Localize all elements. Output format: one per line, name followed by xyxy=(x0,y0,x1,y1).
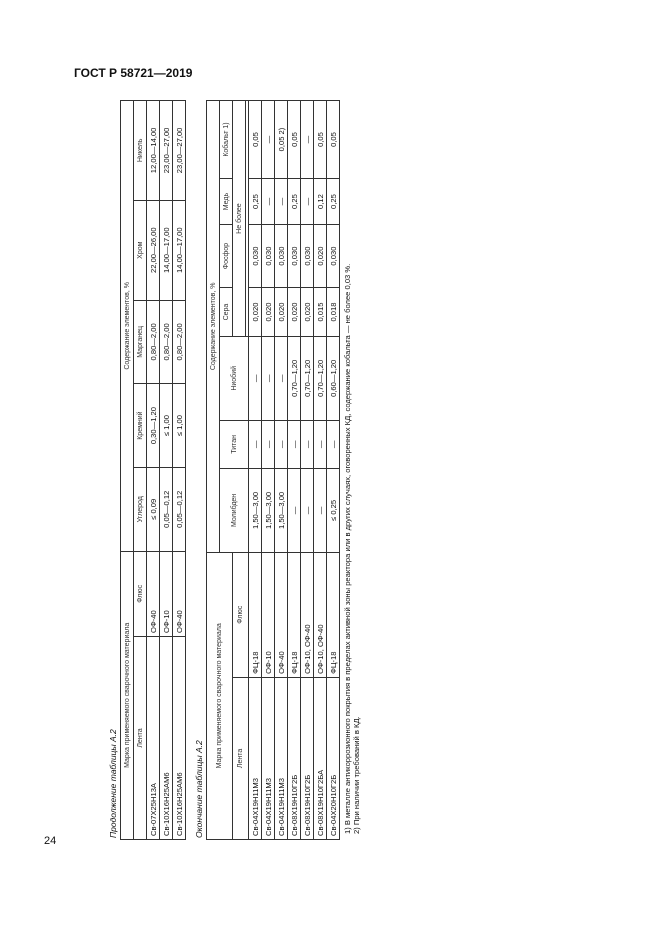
col-molybdenum: Молибден xyxy=(220,469,249,552)
table-row xyxy=(288,101,301,840)
cell: — xyxy=(275,337,288,420)
cell: 1,50—3,00 xyxy=(262,469,275,552)
cell: 0,030 xyxy=(249,225,262,288)
table1-group-content: Содержание элементов, % xyxy=(121,101,134,552)
cell: — xyxy=(301,179,314,225)
cell: Св-08Х19Н10Г2Б xyxy=(288,677,301,839)
cell: 23,00—27,00 xyxy=(160,101,173,201)
table2-group-mark: Марка применяемого сварочного материала xyxy=(207,552,233,839)
cell: 14,00—17,00 xyxy=(160,200,173,300)
cell: ≤ 0,25 xyxy=(327,469,340,552)
standard-header: ГОСТ Р 58721—2019 xyxy=(74,66,193,80)
not-more-label: Не более xyxy=(233,101,246,337)
cell: 0,018 xyxy=(327,287,340,336)
cell: — xyxy=(301,101,314,179)
cell: Св-08Х19Н10Г2БА xyxy=(314,677,327,839)
cell: 0,70—1,20 xyxy=(301,337,314,420)
cell: 23,00—27,00 xyxy=(173,101,186,201)
cell: 0,80—2,00 xyxy=(160,300,173,384)
table2-caption: Окончание таблицы А.2 xyxy=(194,740,204,838)
table1-group-mark: Марка применяемого сварочного материала xyxy=(121,551,134,839)
col-titanium: Титан xyxy=(220,420,249,469)
cell: 0,015 xyxy=(314,287,327,336)
cell: 0,05 2) xyxy=(275,101,288,179)
table-row xyxy=(275,101,288,840)
cell: 0,12 xyxy=(314,179,327,225)
cell: — xyxy=(314,420,327,469)
cell: 0,25 xyxy=(249,179,262,225)
cell: — xyxy=(288,420,301,469)
cell: 14,00—17,00 xyxy=(173,200,186,300)
col-sulfur: Сера xyxy=(220,287,233,336)
cell: — xyxy=(262,179,275,225)
cell: — xyxy=(288,469,301,552)
cell: — xyxy=(262,420,275,469)
table-row xyxy=(249,101,262,840)
col-chromium: Хром xyxy=(134,200,147,300)
cell: ОФ-40 xyxy=(147,551,160,636)
footnotes xyxy=(343,100,362,840)
cell: 0,70—1,20 xyxy=(288,337,301,420)
cell: 0,020 xyxy=(262,287,275,336)
cell: 22,00—26,00 xyxy=(147,200,160,300)
table2-group-content: Содержание элементов, % xyxy=(207,101,220,553)
table-row xyxy=(314,101,327,840)
table-row xyxy=(262,101,275,840)
cell: 0,05 xyxy=(249,101,262,179)
cell: ОФ-40 xyxy=(173,551,186,636)
table-a2-continuation xyxy=(120,100,186,840)
cell: Св-04Х20Н10Г2Б xyxy=(327,677,340,839)
cell: 0,020 xyxy=(288,287,301,336)
cell: 0,05 xyxy=(314,101,327,179)
cell: 0,25 xyxy=(288,179,301,225)
cell: — xyxy=(301,420,314,469)
cell: — xyxy=(275,420,288,469)
col-flux: Флюс xyxy=(134,551,147,636)
cell: 0,05—0,12 xyxy=(160,467,173,551)
cell: — xyxy=(301,469,314,552)
cell: — xyxy=(249,337,262,420)
rotated-content xyxy=(108,100,618,840)
cell: 0,05 xyxy=(327,101,340,179)
cell: 0,05—0,12 xyxy=(173,467,186,551)
cell: 0,020 xyxy=(249,287,262,336)
cell: 0,70—1,20 xyxy=(314,337,327,420)
cell: — xyxy=(249,420,262,469)
cell: ОФ-10 xyxy=(262,552,275,677)
cell: ФЦ-18 xyxy=(288,552,301,677)
col-copper: Медь xyxy=(220,179,233,225)
cell: 0,030 xyxy=(327,225,340,288)
cell: 0,030 xyxy=(288,225,301,288)
cell: Св-07Х25Н13А xyxy=(147,636,160,839)
cell: 1,50—3,00 xyxy=(275,469,288,552)
cell: 0,030 xyxy=(301,225,314,288)
col-silicon: Кремний xyxy=(134,384,147,468)
col-nickel: Никель xyxy=(134,101,147,201)
cell: ≤ 1,00 xyxy=(173,384,186,468)
cell: Св-10Х16Н25АМ6 xyxy=(173,636,186,839)
cell: 0,60—1,20 xyxy=(327,337,340,420)
cell: 0,020 xyxy=(314,225,327,288)
cell: 0,030 xyxy=(275,225,288,288)
cell: Св-04Х19Н11М3 xyxy=(275,677,288,839)
footnote-2: 2) При наличии требований в КД. xyxy=(352,716,362,834)
cell: 12,00—14,00 xyxy=(147,101,160,201)
table-row xyxy=(173,101,186,840)
cell: ФЦ-18 xyxy=(327,552,340,677)
cell: ОФ-10 xyxy=(160,551,173,636)
cell: — xyxy=(327,420,340,469)
col-niobium: Ниобий xyxy=(220,337,249,420)
cell: Св-10Х16Н25АМ6 xyxy=(160,636,173,839)
cell: Св-04Х19Н11М3 xyxy=(262,677,275,839)
col-tape: Лента xyxy=(233,677,249,839)
cell: — xyxy=(262,337,275,420)
col-carbon: Углерод xyxy=(134,467,147,551)
table-row xyxy=(160,101,173,840)
cell: Св-04Х19Н11М3 xyxy=(249,677,262,839)
cell: — xyxy=(314,469,327,552)
cell: 0,030 xyxy=(262,225,275,288)
table-row xyxy=(327,101,340,840)
cell: 0,020 xyxy=(275,287,288,336)
cell: ≤ 1,00 xyxy=(160,384,173,468)
cell: 1,50—3,00 xyxy=(249,469,262,552)
col-flux: Флюс xyxy=(233,552,249,677)
cell: 0,80—2,00 xyxy=(147,300,160,384)
cell: 0,25 xyxy=(327,179,340,225)
cell: Св-08Х19Н10Г2Б xyxy=(301,677,314,839)
cell: — xyxy=(275,179,288,225)
table-a2-end xyxy=(206,100,340,840)
cell: 0,020 xyxy=(301,287,314,336)
col-phosphorus: Фосфор xyxy=(220,225,233,288)
cell: 0,30—1,20 xyxy=(147,384,160,468)
table-row xyxy=(301,101,314,840)
cell: ОФ-10, ОФ-40 xyxy=(301,552,314,677)
footnote-1: 1) В металле антикоррозионного покрытия в пределах активной зоны реактора или в других случаях, оговоренных КД, содержание кобальта — не более 0,03 %. xyxy=(343,263,352,834)
col-tape: Лента xyxy=(134,636,147,839)
table-row xyxy=(147,101,160,840)
cell: 0,80—2,00 xyxy=(173,300,186,384)
col-cobalt: Кобальт 1) xyxy=(220,101,233,179)
col-manganese: Марганец xyxy=(134,300,147,384)
cell: — xyxy=(262,101,275,179)
cell: ≤ 0,09 xyxy=(147,467,160,551)
table1-caption: Продолжение таблицы А.2 xyxy=(108,729,118,838)
cell: ФЦ-18 xyxy=(249,552,262,677)
cell: ОФ-10, ОФ-40 xyxy=(314,552,327,677)
cell: 0,05 xyxy=(288,101,301,179)
page-number: 24 xyxy=(44,835,57,847)
cell: ОФ-40 xyxy=(275,552,288,677)
